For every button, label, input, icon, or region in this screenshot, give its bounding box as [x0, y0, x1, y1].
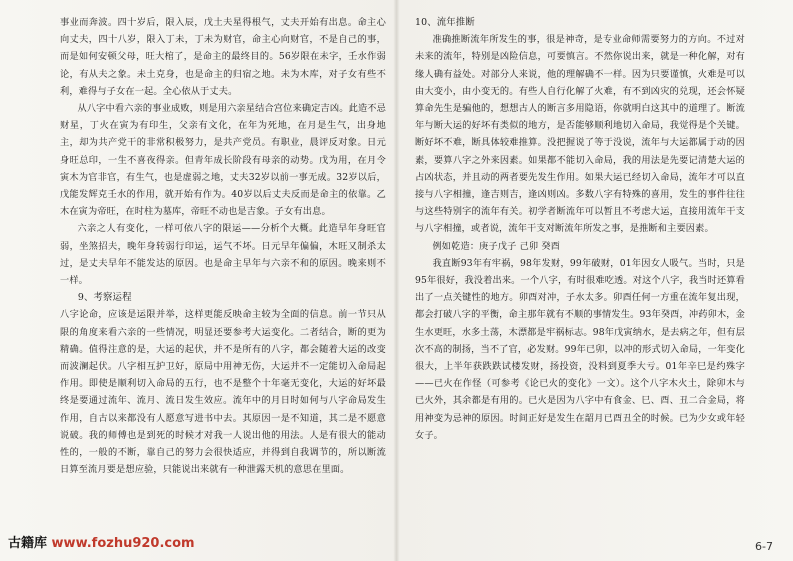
left-paragraph-2: 从八字中看六亲的事业成败，则是用六亲星结合宫位来确定吉凶。此造不忌财星，丁火在寅为有印生，父亲有文化，在年为死地，在月是生气，出身地主，却为共产党干的非常积极努力，是共产党员。有职业，晨评反对象。日元身旺总印，一生不喜夜得亲。但青年成长阶段有母亲的动势。戊为用，在月令寅木为官非官，有生气，也是虚弱之地，丈夫32岁以前一事无成。32岁以后，戊能发辉克壬水的作用，就开始有作为。40岁以后丈夫反而是命主的依靠。乙木在寅为帝旺，在时柱为墓库，帝旺不动也是吉象。子女有出息。: [60, 103, 386, 218]
right-paragraph-1: 准确推断流年所发生的事，很是神奇，是专业命师需要努力的方向。不过对未来的流年，特别是凶险信息，可要慎言。不然你说出来，就是一种化解，对有缘人确有益处。对部分人来说，他的理解确不一样。因为只要谨慎，火难是可以由大变小，由小变无的。有些人自行化解了火难，有不到凶灾的兑现，还会怀疑算命先生是骗他的，想想古人的断言多用隐语，你就明白这其中的道理了。断流年与断大运的好坏有类似的地方，是否能够顺利地切入命局，我觉得是个关键。断好坏不难，断具体较难推算。没把握说了等于没说，流年与大运都属于动的因素，要算八字之外来因素。如果都不能切入命局，我的用法是先要记清楚大运的占凶状态，并且动的两者要先发生作用。如果大运已经切入命局，流年才可以直接与八字相撞，逢吉则吉，逢凶则凶。多数八字有特殊的喜用，发生的事件往往与这些特别字的流年有关。初学者断流年可以暂且不考虑大运，直接用流年干支与八字相撞，或者说，流年干支对断流年所发之事，是推断和主要因素。: [415, 34, 745, 235]
right-paragraph-2: 我直断93年有牢祸，98年发财，99年破财，01年因女人吸气。当时，只是95年很好，我没着出来。一个八字，有时很难吃透。对这个八字，我当时还算看出了一点关键性的地方。卯酉对冲，子水太多。卯酉任何一方重在流年复出现，都会打破八字的平衡，命主那年就有不顺的事情发生。93年癸酉，冲药卯木，金生水更旺，水多土荡，木漂都是牢祸标志。98年戊寅纳水，是去病之年，但有层次不高的制扬，当不了官，必发财。99年已卯，以冲的形式切入命局，一年变化很大，上半年获跌跌试楼发财，扬投资，没料到夏季大亏。01年辛巳是约殊字——已火在作怪（可参考《论已火的变化》一文）。这个八字木火土，除卯木与已火外，其余都是有用的。已火是因为八字中有食金、巳、酉、丑二合金局，将用神变为忌神的原因。时间正好是发生在韶月已酉丑全的时候。已为少女或年轻女子。: [415, 257, 745, 441]
right-page-column: [415, 14, 745, 444]
site-watermark-logo: [8, 532, 195, 551]
logo-chinese-text: 古籍库: [8, 536, 48, 551]
left-paragraph-3: 六亲之人有变化，一样可依八字的限运——分析个大概。此造早年身旺官弱，坐煞招夫，晚年身转弱行印运，运气不坏。日元早年偏偏，木旺又制杀太过，是丈夫早年不能发达的原因。也是命主早年与六亲不和的原因。晚来则不一样。: [60, 223, 386, 287]
logo-site-url: www.fozhu920.com: [51, 536, 195, 551]
page-number: 6-7: [755, 540, 773, 553]
example-label: 例如乾造：庚子戊子 己卯 癸酉: [432, 240, 560, 252]
section-heading-10: 10、流年推断: [415, 17, 475, 28]
left-page-column: [60, 14, 386, 478]
left-paragraph-1: 事业而奔波。四十岁后，限入辰，戊土夫星得根气，丈夫开始有出息。命主心向丈夫，四十八岁，限入丁未，丁未为财官，命主心向财官，不是自己的事，而是如何安顿父母，旺大棺了，是命主的最终目的。56岁限在未字，壬水作弱论，有从夫之象。未土克身，也是命主的归宿之地。未为木库，对子女有些不利，难得与子女在一起。全心依从于丈夫。: [60, 17, 386, 97]
section-heading-9: 9、考察运程: [77, 292, 132, 304]
left-paragraph-4: 八字论命，应该是运限并举，这样更能反映命主较为全面的信息。前一节只从限的角度来看六亲的一些情况，明显还要参考大运变化。二者结合，断的更为精确。值得注意的是，大运的起伏，并不是所有的八字，都会随着大运的改变而波澜起伏。八字相互护卫好，原局中用神无伤，大运并不一定能切入命局起作用。即使是顺利切入命局的五行，也不是整个十年毫无变化，大运的好坏最终是要通过流年、流月、流日发生效应。流年中的月日时如何与八字命局发生作用，自古以来都没有人愿意写进书中去。其原因一是不知道，其二是不愿意说破。我的师傅也是到死的时候才对我一人说出他的用法。人是有很大的能动性的，一般的不断，靠自己的努力会很快适应，并得到自我调节的，所以断流日算至流月要是想应验，只能说出来就有一种泄露天机的意思在里面。: [60, 309, 386, 476]
